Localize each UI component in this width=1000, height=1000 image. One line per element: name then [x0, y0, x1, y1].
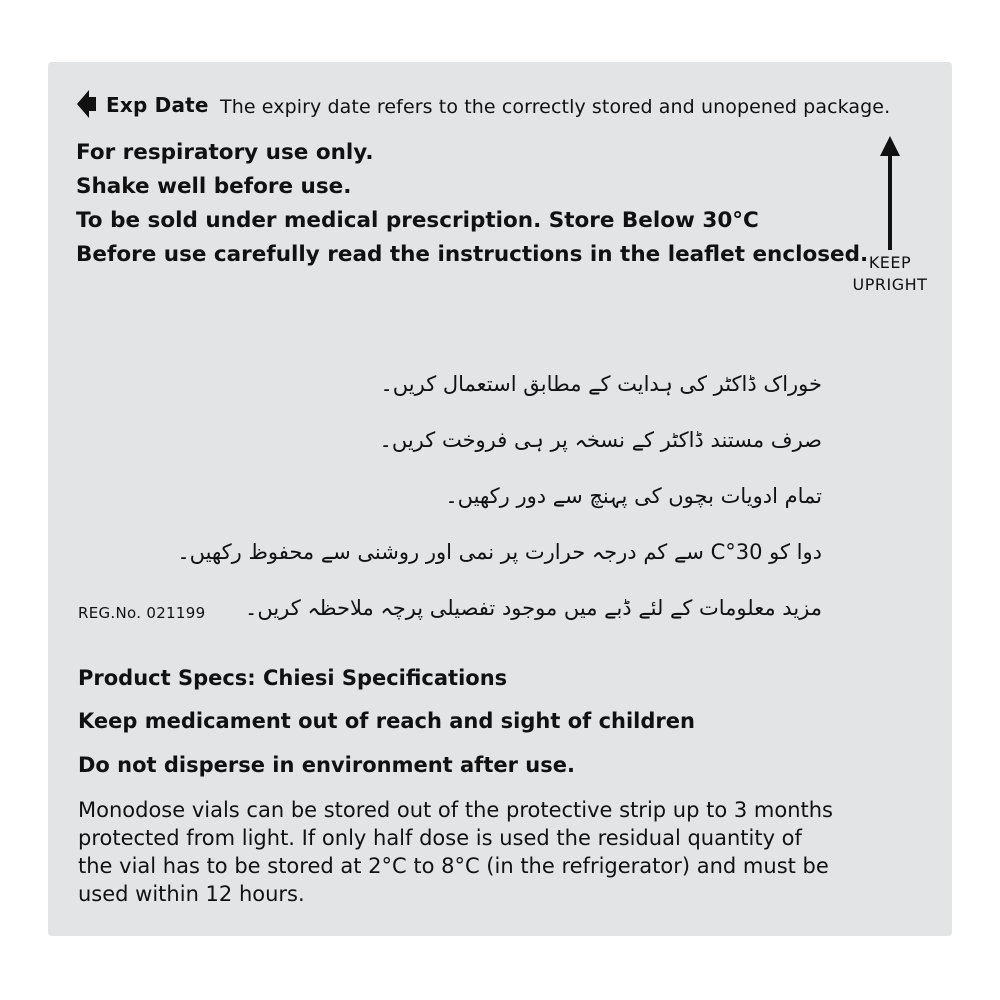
keep-upright-label: [830, 252, 950, 296]
keep-word: KEEP: [868, 253, 912, 272]
urdu-line-leaflet: مزید معلومات کے لئے ڈبے میں موجود تفصیلی پرچہ ملاحظہ کریں۔: [245, 596, 822, 620]
urdu-line-dosage: خوراک ڈاکٹر کی ہدایت کے مطابق استعمال کریں۔: [380, 372, 822, 396]
urdu-line-children: تمام ادویات بچوں کی پہنچ سے دور رکھیں۔: [445, 484, 822, 508]
urdu-line-prescription: صرف مستند ڈاکٹر کے نسخہ پر ہی فروخت کریں۔: [379, 428, 822, 452]
storage-paragraph: [78, 796, 928, 908]
instruction-leaflet: Before use carefully read the instructions in the leaflet enclosed.: [76, 242, 869, 267]
product-specs: Product Specs: Chiesi Specifications: [78, 666, 508, 690]
instruction-respiratory: For respiratory use only.: [76, 140, 374, 165]
storage-line: the vial has to be stored at 2°C to 8°C (in the refrigerator) and must be: [78, 854, 829, 878]
storage-line: protected from light. If only half dose is used the residual quantity of: [78, 826, 802, 850]
urdu-line-storage: دوا کو 30°C سے کم درجہ حرارت پر نمی اور روشنی سے محفوظ رکھیں۔: [177, 540, 822, 564]
do-not-disperse: Do not disperse in environment after use.: [78, 753, 575, 777]
registration-number: REG.No. 021199: [78, 604, 206, 622]
instruction-prescription: To be sold under medical prescription. Store Below 30°C: [76, 208, 759, 233]
left-arrow-icon: [77, 90, 97, 118]
up-arrow-icon: [878, 136, 902, 250]
instruction-shake: Shake well before use.: [76, 174, 352, 199]
storage-line: used within 12 hours.: [78, 882, 305, 906]
exp-date-label: Exp Date: [106, 93, 209, 117]
expiry-note: The expiry date refers to the correctly stored and unopened package.: [220, 96, 891, 118]
upright-word: UPRIGHT: [852, 275, 928, 294]
keep-away-children: Keep medicament out of reach and sight of children: [78, 709, 695, 733]
storage-line: Monodose vials can be stored out of the protective strip up to 3 months: [78, 798, 833, 822]
